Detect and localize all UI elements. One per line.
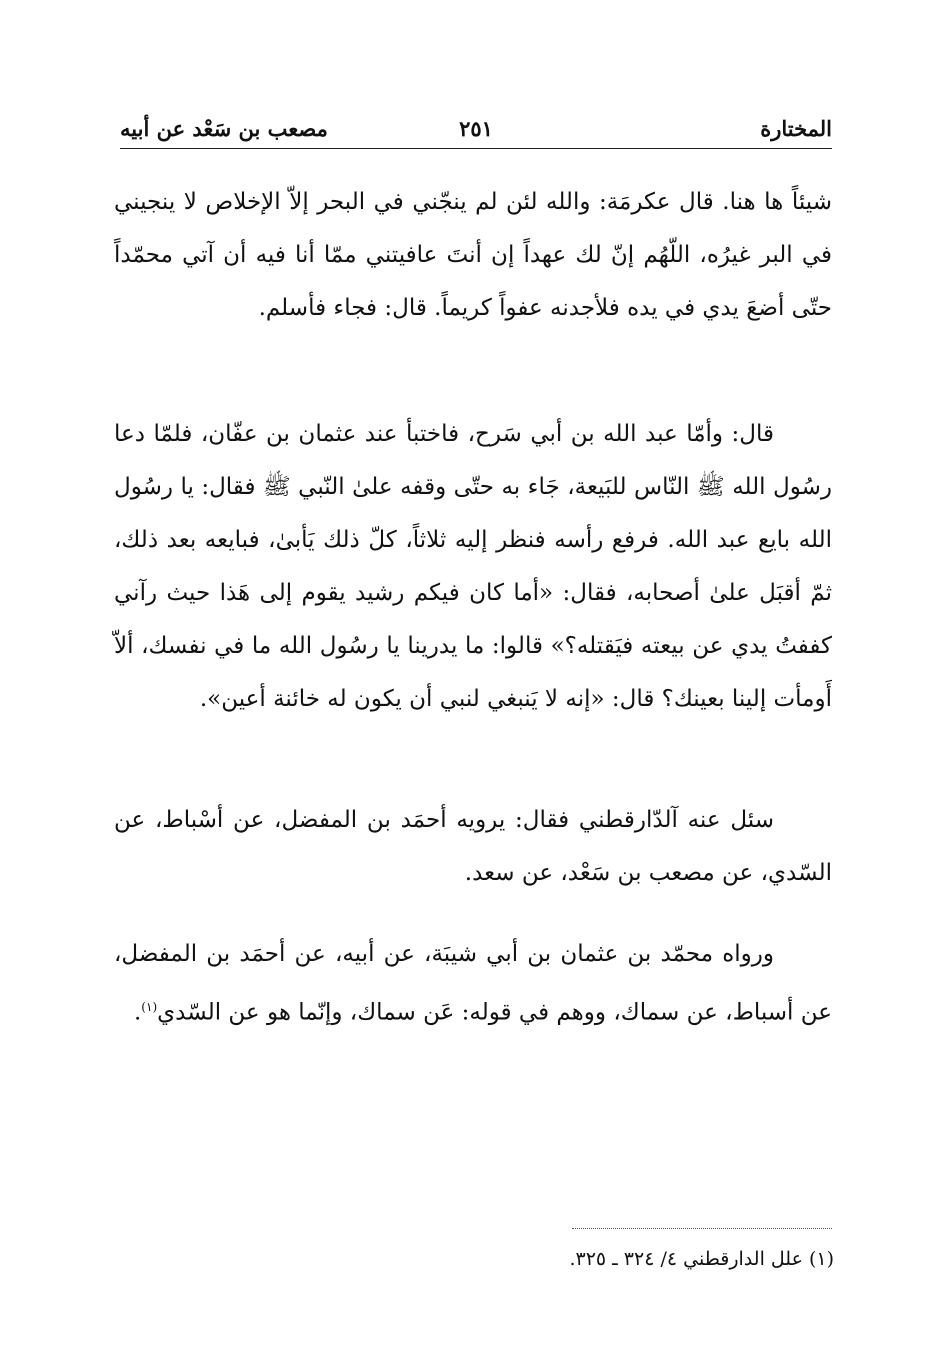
footnote: (١) علل الدارقطني ٤/ ٣٢٤ ـ ٣٢٥. [569,1248,834,1270]
paragraph-4: ورواه محمّد بن عثمان بن أبي شيبَة، عن أبيه، عن أحمَد بن المفضل، عن أسباط، عن سماك، ووهم في قوله: عَن سماك، وإنّما هو عن السّدي$^{(١)}$. [114,941,832,1026]
header-rule [120,148,832,149]
paragraph-2: قال: وأمّا عبد الله بن أبي سَرح، فاختبأ عند عثمان بن عفّان، فلمّا دعا رسُول الله ﷺ النّاس للبَيعة، جَاء به حتّى وقفه علىٰ النّبي ﷺ فقال: يا رسُول الله بايع عبد الله. فرفع رأسه فنظر إليه ثلاثاً، كلّ ذلك يَأبىٰ، فبايعه بعد ذلك، ثمّ أقبَل علىٰ أصحابه، فقال: «أما كان فيكم رشيد يقوم إلى هَذا حيث رآني كففتُ يدي عن بيعته فيَقتله؟» قالوا: ما يدرينا يا رسُول الله ما في نفسك، ألاّ أَومأت إلينا بعينك؟ قال: «إنه لا يَنبغي لنبي أن يكون له خائنة أعين». [114,421,832,712]
paragraph-1: شيئاً ها هنا. قال عكرمَة: والله لئن لم ينجّني في البحر إلاّ الإخلاص لا ينجيني في البر غيرُه، اللّهُم إنّ لك عهداً إن أنتَ عافيتني ممّا أنا فيه أن آتي محمّداً حتّى أضعَ يدي في يده فلأجدنه عفواً كريماً. قال: فجاء فأسلم. [114,189,832,321]
chapter-title: مصعب بن سَعْد عن أبيه [120,116,328,141]
page-number: ٢٥١ [459,116,493,141]
paragraph-4-text: ورواه محمّد بن عثمان بن أبي شيبَة، عن أبيه، عن أحمَد بن المفضل، عن أسباط، عن سماك، ووهم في قوله: عَن سماك، وإنّما هو عن السّدي [114,941,832,1026]
book-title: المختارة [760,116,832,141]
page-header [120,112,832,146]
footnote-separator [572,1228,832,1229]
paragraph-3: سئل عنه آلدّارقطني فقال: يرويه أحمَد بن المفضل، عن أسْباط، عن السّدي، عن مصعب بن سَعْد، عن سعد. [114,807,832,886]
footnote-marker[interactable]: (١) [141,1000,158,1014]
